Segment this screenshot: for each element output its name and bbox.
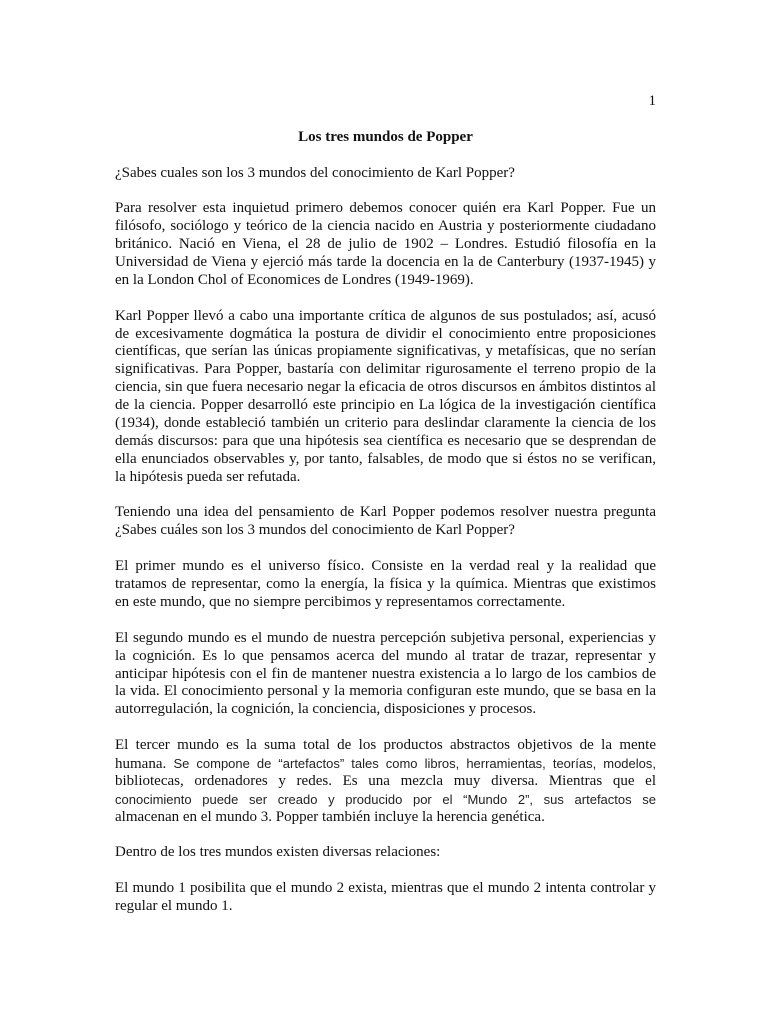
paragraph-critique: [115, 308, 656, 487]
text-line: filósofo, sociólogo y teórico de la ciencia nacido en Austria y posteriormente ciudadano: [115, 218, 656, 235]
paragraph-world-1: [115, 558, 656, 612]
text-line: tratamos de representar, como la energía, la física y la química. Mientras que existimos: [115, 576, 656, 593]
text-line: Karl Popper llevó a cabo una importante crítica de algunos de sus postulados; así, acusó: [115, 307, 656, 324]
text-line: de la ciencia. Popper desarrolló este principio en La lógica de la investigación científica: [115, 397, 656, 414]
text-segment: humana.: [115, 755, 167, 772]
paragraph-question: [115, 165, 656, 183]
paragraph-relations: [115, 880, 656, 916]
text-line: El segundo mundo es el mundo de nuestra percepción subjetiva personal, experiencias y: [115, 629, 656, 646]
paragraph-world-2: [115, 630, 656, 719]
text-line: en la London Chol of Economices de Londres (1949-1969).: [115, 271, 474, 288]
text-line: El primer mundo es el universo físico. Consiste en la verdad real y la realidad que: [115, 558, 656, 575]
quoted-text-segment: Se compone de “artefactos” tales como libros, herramientas, teorías, modelos,: [173, 755, 657, 771]
text-line: científicas, que serían las únicas propiamente significativas, y metafísicas, que no serían: [115, 343, 656, 360]
text-line: ¿Sabes cuáles son los 3 mundos del conocimiento de Karl Popper?: [115, 522, 515, 539]
text-line: la hipótesis pueda ser refutada.: [115, 468, 301, 485]
page-number: 1: [648, 93, 656, 109]
text-line: la cognición. Es lo que pensamos acerca del mundo al tratar de trazar, representar y: [115, 647, 656, 664]
text-line: demás discursos: para que una hipótesis sea científica es necesario que se desprendan de: [115, 432, 656, 449]
paragraph-transition: [115, 504, 656, 540]
text-line: ella enunciados observables y, por tanto, falsables, de modo que si éstos no se verifican,: [115, 450, 656, 467]
text-line: Para resolver esta inquietud primero debemos conocer quién era Karl Popper. Fue un: [115, 200, 656, 217]
quoted-text-line: conocimiento puede ser creado y producido por el “Mundo 2”, sus artefactos se: [115, 791, 656, 807]
text-line: anticipar hipótesis con el fin de mantener nuestra existencia a lo largo de los cambios de: [115, 665, 656, 682]
text-line: Universidad de Viena y ejerció más tarde la docencia en la de Canterbury (1937-1945) y: [115, 254, 656, 271]
text-line: Teniendo una idea del pensamiento de Karl Popper podemos resolver nuestra pregunta: [115, 504, 656, 521]
text-line: El tercer mundo es la suma total de los productos abstractos objetivos de la mente: [115, 737, 656, 754]
text-column: [115, 93, 656, 934]
text-line: ciencia, sin que fuera necesario negar la eficacia de otros discursos en ámbitos distintos al: [115, 379, 656, 396]
text-line: Dentro de los tres mundos existen diversas relaciones:: [115, 844, 441, 861]
text-line: británico. Nació en Viena, el 28 de julio de 1902 – Londres. Estudió filosofía en la: [115, 236, 656, 253]
paragraph-biography: [115, 200, 656, 289]
text-line: El mundo 1 posibilita que el mundo 2 exista, mientras que el mundo 2 intenta controlar y: [115, 880, 656, 897]
text-line: en este mundo, que no siempre percibimos y representamos correctamente.: [115, 593, 566, 610]
text-line: de excesivamente dogmática la postura de dividir el conocimiento entre proposiciones: [115, 325, 656, 342]
text-line: [115, 755, 656, 773]
text-line: ¿Sabes cuales son los 3 mundos del conocimiento de Karl Popper?: [115, 164, 515, 181]
paragraph-world-3: [115, 737, 656, 826]
text-line: bibliotecas, ordenadores y redes. Es una mezcla muy diversa. Mientras que el: [115, 772, 656, 789]
text-line: significativas. Para Popper, bastaría con delimitar rigurosamente el terreno propio de la: [115, 361, 656, 378]
text-line: la vida. El conocimiento personal y la memoria configuran este mundo, que se basa en la: [115, 683, 656, 700]
document-title: Los tres mundos de Popper: [298, 128, 473, 145]
paragraph-relations-intro: [115, 844, 656, 862]
text-line: regular el mundo 1.: [115, 898, 233, 915]
text-line: almacenan en el mundo 3. Popper también incluye la herencia genética.: [115, 808, 545, 825]
text-line: autorregulación, la cognición, la conciencia, disposiciones y procesos.: [115, 701, 537, 718]
text-line: (1934), donde estableció también un criterio para deslindar claramente la ciencia de los: [115, 415, 656, 432]
